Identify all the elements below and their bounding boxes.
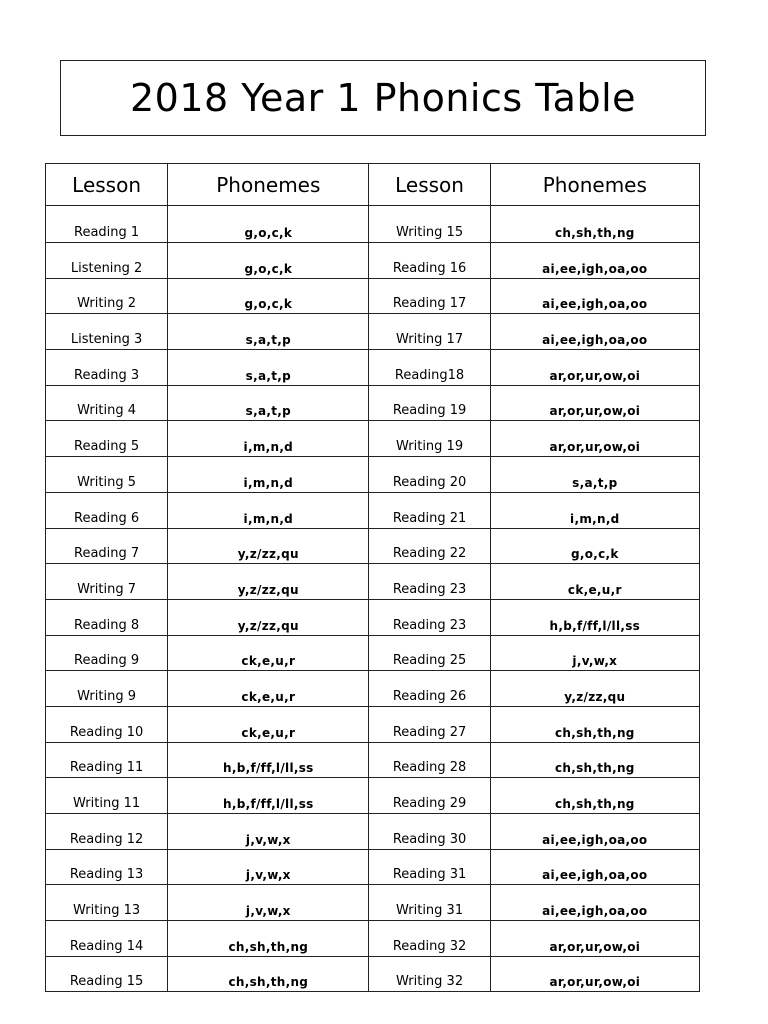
phonemes-cell-left: i,m,n,d <box>168 492 369 528</box>
lesson-cell-left: Writing 4 <box>46 385 168 421</box>
lesson-cell-left: Reading 10 <box>46 706 168 742</box>
lesson-cell-left: Reading 9 <box>46 635 168 671</box>
phonemes-cell-left: ch,sh,th,ng <box>168 921 369 957</box>
phonemes-cell-right: ar,or,ur,ow,oi <box>490 921 699 957</box>
table-row <box>46 921 700 957</box>
table-row <box>46 206 700 243</box>
lesson-cell-left: Reading 8 <box>46 599 168 635</box>
phonemes-cell-right: ch,sh,th,ng <box>490 706 699 742</box>
phonemes-cell-right: ar,or,ur,ow,oi <box>490 350 699 386</box>
phonemes-cell-right: ai,ee,igh,oa,oo <box>490 314 699 350</box>
phonemes-cell-left: i,m,n,d <box>168 457 369 493</box>
table-row <box>46 278 700 314</box>
lesson-cell-right: Reading 22 <box>369 528 490 564</box>
lesson-cell-left: Writing 5 <box>46 457 168 493</box>
phonics-table <box>45 163 700 992</box>
phonemes-cell-right: ar,or,ur,ow,oi <box>490 956 699 992</box>
lesson-cell-left: Writing 7 <box>46 564 168 600</box>
phonemes-cell-left: h,b,f/ff,l/ll,ss <box>168 778 369 814</box>
table-row <box>46 706 700 742</box>
lesson-cell-left: Reading 6 <box>46 492 168 528</box>
lesson-cell-right: Reading 30 <box>369 814 490 850</box>
lesson-cell-left: Reading 11 <box>46 742 168 778</box>
phonemes-cell-left: y,z/zz,qu <box>168 599 369 635</box>
header-lesson-left: Lesson <box>46 164 168 206</box>
table-row <box>46 671 700 707</box>
header-lesson-right: Lesson <box>369 164 490 206</box>
phonemes-cell-right: ai,ee,igh,oa,oo <box>490 243 699 279</box>
phonemes-cell-right: ai,ee,igh,oa,oo <box>490 278 699 314</box>
lesson-cell-left: Listening 3 <box>46 314 168 350</box>
phonemes-cell-left: g,o,c,k <box>168 278 369 314</box>
lesson-cell-left: Writing 9 <box>46 671 168 707</box>
phonemes-cell-right: s,a,t,p <box>490 457 699 493</box>
table-body <box>46 206 700 992</box>
lesson-cell-right: Reading 19 <box>369 385 490 421</box>
lesson-cell-right: Writing 19 <box>369 421 490 457</box>
phonemes-cell-left: j,v,w,x <box>168 814 369 850</box>
table-row <box>46 528 700 564</box>
table-row <box>46 956 700 992</box>
phonemes-cell-right: g,o,c,k <box>490 528 699 564</box>
phonemes-cell-left: h,b,f/ff,l/ll,ss <box>168 742 369 778</box>
phonemes-cell-left: j,v,w,x <box>168 885 369 921</box>
header-phonemes-right: Phonemes <box>490 164 699 206</box>
table-row <box>46 492 700 528</box>
lesson-cell-right: Writing 31 <box>369 885 490 921</box>
phonemes-cell-left: y,z/zz,qu <box>168 528 369 564</box>
lesson-cell-right: Writing 17 <box>369 314 490 350</box>
phonemes-cell-left: j,v,w,x <box>168 849 369 885</box>
table-row <box>46 599 700 635</box>
lesson-cell-right: Reading 28 <box>369 742 490 778</box>
phonemes-cell-right: j,v,w,x <box>490 635 699 671</box>
header-phonemes-left: Phonemes <box>168 164 369 206</box>
lesson-cell-left: Reading 5 <box>46 421 168 457</box>
phonemes-cell-right: ch,sh,th,ng <box>490 742 699 778</box>
table-row <box>46 350 700 386</box>
phonemes-cell-left: ck,e,u,r <box>168 671 369 707</box>
table-row <box>46 314 700 350</box>
table-row <box>46 778 700 814</box>
table-row <box>46 849 700 885</box>
phonemes-cell-right: ai,ee,igh,oa,oo <box>490 849 699 885</box>
phonemes-cell-right: ch,sh,th,ng <box>490 206 699 243</box>
lesson-cell-right: Reading 20 <box>369 457 490 493</box>
lesson-cell-right: Reading 23 <box>369 599 490 635</box>
lesson-cell-right: Reading 21 <box>369 492 490 528</box>
table-header-row <box>46 164 700 206</box>
lesson-cell-right: Reading 26 <box>369 671 490 707</box>
table-row <box>46 243 700 279</box>
phonemes-cell-right: ar,or,ur,ow,oi <box>490 421 699 457</box>
phonemes-cell-right: ar,or,ur,ow,oi <box>490 385 699 421</box>
lesson-cell-right: Reading 32 <box>369 921 490 957</box>
lesson-cell-left: Listening 2 <box>46 243 168 279</box>
lesson-cell-right: Writing 15 <box>369 206 490 243</box>
lesson-cell-right: Reading 29 <box>369 778 490 814</box>
phonemes-cell-right: y,z/zz,qu <box>490 671 699 707</box>
table-row <box>46 814 700 850</box>
phonemes-cell-left: i,m,n,d <box>168 421 369 457</box>
table-row <box>46 421 700 457</box>
title-box <box>60 60 706 136</box>
phonemes-cell-left: g,o,c,k <box>168 243 369 279</box>
phonemes-cell-left: ck,e,u,r <box>168 706 369 742</box>
phonemes-cell-left: y,z/zz,qu <box>168 564 369 600</box>
table-row <box>46 635 700 671</box>
phonemes-cell-right: i,m,n,d <box>490 492 699 528</box>
lesson-cell-right: Reading 17 <box>369 278 490 314</box>
lesson-cell-left: Writing 2 <box>46 278 168 314</box>
lesson-cell-left: Reading 3 <box>46 350 168 386</box>
table-row <box>46 385 700 421</box>
lesson-cell-left: Reading 1 <box>46 206 168 243</box>
phonemes-cell-left: s,a,t,p <box>168 385 369 421</box>
phonemes-cell-right: h,b,f/ff,l/ll,ss <box>490 599 699 635</box>
lesson-cell-right: Reading 27 <box>369 706 490 742</box>
phonemes-cell-left: s,a,t,p <box>168 314 369 350</box>
lesson-cell-right: Reading18 <box>369 350 490 386</box>
lesson-cell-left: Reading 15 <box>46 956 168 992</box>
phonemes-cell-left: s,a,t,p <box>168 350 369 386</box>
lesson-cell-right: Reading 31 <box>369 849 490 885</box>
lesson-cell-right: Reading 23 <box>369 564 490 600</box>
lesson-cell-left: Reading 14 <box>46 921 168 957</box>
phonemes-cell-right: ai,ee,igh,oa,oo <box>490 814 699 850</box>
phonemes-cell-left: ck,e,u,r <box>168 635 369 671</box>
lesson-cell-right: Reading 16 <box>369 243 490 279</box>
table-row <box>46 742 700 778</box>
lesson-cell-right: Writing 32 <box>369 956 490 992</box>
lesson-cell-left: Reading 13 <box>46 849 168 885</box>
phonemes-cell-right: ck,e,u,r <box>490 564 699 600</box>
table-row <box>46 564 700 600</box>
lesson-cell-left: Reading 7 <box>46 528 168 564</box>
phonemes-cell-right: ch,sh,th,ng <box>490 778 699 814</box>
lesson-cell-left: Writing 13 <box>46 885 168 921</box>
lesson-cell-right: Reading 25 <box>369 635 490 671</box>
phonemes-cell-right: ai,ee,igh,oa,oo <box>490 885 699 921</box>
page-title: 2018 Year 1 Phonics Table <box>130 76 636 120</box>
table-row <box>46 457 700 493</box>
phonemes-cell-left: g,o,c,k <box>168 206 369 243</box>
phonemes-cell-left: ch,sh,th,ng <box>168 956 369 992</box>
table-row <box>46 885 700 921</box>
lesson-cell-left: Reading 12 <box>46 814 168 850</box>
lesson-cell-left: Writing 11 <box>46 778 168 814</box>
